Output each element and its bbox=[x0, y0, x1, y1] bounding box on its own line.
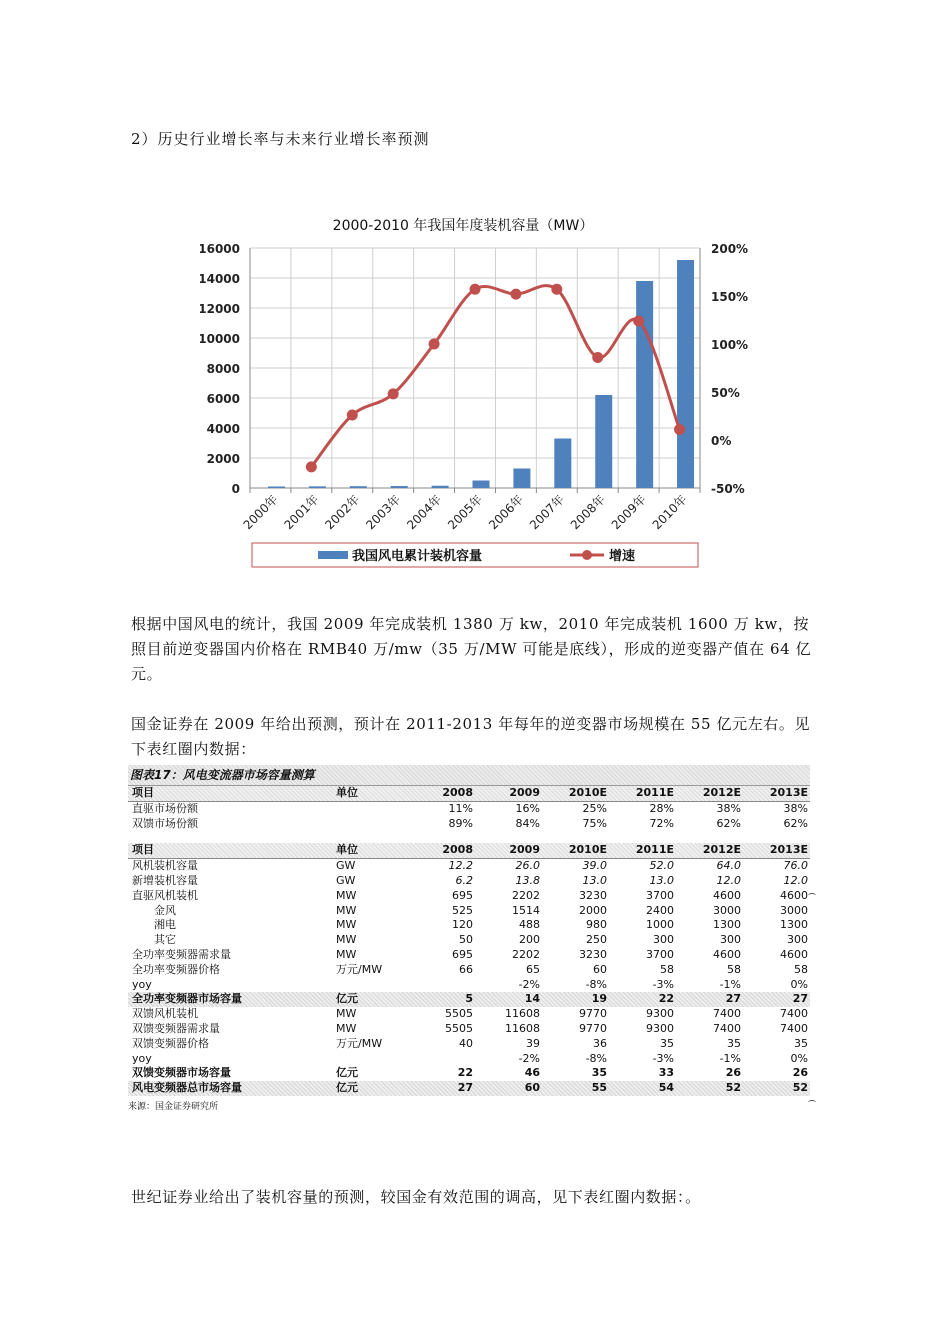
left-tick-label: 2000 bbox=[206, 452, 240, 466]
legend-line-marker bbox=[582, 550, 592, 560]
table-cell: 4600 bbox=[780, 888, 808, 902]
table-row bbox=[128, 933, 810, 948]
table-cell: 64.0 bbox=[716, 859, 741, 873]
left-tick-label: 14000 bbox=[200, 272, 240, 286]
bar bbox=[350, 486, 367, 488]
table-cell: 项目 bbox=[132, 843, 154, 857]
table-cell: 2011E bbox=[635, 786, 674, 799]
left-tick-label: 12000 bbox=[200, 302, 240, 316]
table-cell: 695 bbox=[452, 888, 473, 902]
table-cell: -3% bbox=[652, 1051, 674, 1065]
table-cell: -8% bbox=[585, 1051, 607, 1065]
paragraph-capacity: 根据中国风电的统计，我国 2009 年完成装机 1380 万 kw，2010 年完成装机 1600 万 kw，按照目前逆变器国内价格在 RMB40 万/mw（35 万/MW 可能是底线），形成的逆变器产值在 64 亿元。 bbox=[131, 615, 812, 683]
table-cell: 亿元 bbox=[336, 1081, 358, 1095]
right-tick-label: 150% bbox=[711, 290, 749, 304]
table-cell: 60 bbox=[593, 962, 607, 976]
bar bbox=[309, 486, 326, 488]
bar bbox=[513, 469, 530, 489]
table-cell: 3700 bbox=[646, 888, 674, 902]
table-cell: 3000 bbox=[780, 903, 808, 917]
table-cell: 11% bbox=[448, 801, 473, 815]
table-cell: 5505 bbox=[445, 1021, 473, 1035]
legend-bar-swatch bbox=[318, 551, 348, 559]
red-circle-mark bbox=[808, 1100, 816, 1105]
table-cell: 39 bbox=[526, 1036, 540, 1050]
category-label: 2006年 bbox=[486, 492, 527, 533]
table-cell: 120 bbox=[452, 918, 473, 932]
table-cell: 2202 bbox=[512, 888, 540, 902]
table-row bbox=[128, 1037, 810, 1052]
table-cell: -3% bbox=[652, 977, 674, 991]
table-cell: 0% bbox=[790, 977, 808, 991]
table-cell: 6.2 bbox=[455, 873, 473, 887]
table-source: 来源：国金证券研究所 bbox=[128, 1101, 219, 1112]
table-cell: 62% bbox=[783, 816, 808, 830]
bar bbox=[595, 395, 612, 488]
table-cell: 1300 bbox=[713, 918, 741, 932]
table-cell: 55 bbox=[591, 1081, 607, 1095]
table-cell: 25% bbox=[582, 801, 607, 815]
table-cell: 26 bbox=[792, 1066, 808, 1080]
table-cell: 2009 bbox=[509, 786, 540, 799]
table-cell: 300 bbox=[787, 933, 808, 947]
table-cell: 9300 bbox=[646, 1021, 674, 1035]
table-cell: 新增装机容量 bbox=[132, 873, 198, 887]
table-cell: 300 bbox=[653, 933, 674, 947]
table-row bbox=[128, 918, 810, 933]
table-cell: 万元/MW bbox=[336, 1036, 383, 1050]
bar bbox=[432, 486, 449, 488]
table-cell: 27 bbox=[725, 992, 741, 1006]
table-cell: 13.0 bbox=[649, 873, 674, 887]
table-row bbox=[128, 1081, 810, 1096]
right-tick-label: 0% bbox=[711, 434, 732, 448]
table-cell: 12.2 bbox=[448, 859, 473, 873]
table-row bbox=[128, 817, 810, 832]
table-cell: 28% bbox=[649, 801, 674, 815]
table-cell: 万元/MW bbox=[336, 962, 383, 976]
table-cell: 湘电 bbox=[132, 918, 176, 932]
category-label: 2008年 bbox=[567, 492, 608, 533]
red-circle-mark bbox=[808, 893, 816, 898]
table-cell: 2202 bbox=[512, 947, 540, 961]
table-cell: 40 bbox=[459, 1036, 473, 1050]
category-label: 2001年 bbox=[281, 492, 322, 533]
table-cell: 直驱风机装机 bbox=[132, 888, 198, 902]
table-cell: 3230 bbox=[579, 947, 607, 961]
table-cell: 84% bbox=[515, 816, 540, 830]
table-cell: 2008 bbox=[442, 786, 473, 799]
table-cell: 双馈变频器价格 bbox=[132, 1036, 209, 1050]
table-cell: -2% bbox=[518, 977, 540, 991]
table-cell: 50 bbox=[459, 933, 473, 947]
table-cell: 33 bbox=[658, 1066, 674, 1080]
table-cell: 亿元 bbox=[336, 992, 358, 1006]
table-cell: 2008 bbox=[442, 843, 473, 857]
table-row bbox=[128, 874, 810, 889]
table-cell: 525 bbox=[452, 903, 473, 917]
bar bbox=[391, 486, 408, 488]
right-tick-label: 100% bbox=[711, 338, 749, 352]
table-cell: 金风 bbox=[132, 903, 176, 917]
table-cell: GW bbox=[336, 873, 356, 887]
table-cell: GW bbox=[336, 859, 356, 873]
growth-point bbox=[388, 388, 399, 399]
table-cell: 695 bbox=[452, 947, 473, 961]
left-tick-label: 10000 bbox=[200, 332, 240, 346]
table-cell: 风机装机容量 bbox=[132, 859, 198, 873]
table-cell: 54 bbox=[658, 1081, 674, 1095]
table-cell: MW bbox=[336, 903, 357, 917]
table-cell: 2400 bbox=[646, 903, 674, 917]
table-cell: 2010E bbox=[568, 843, 607, 857]
table-cell: 2012E bbox=[702, 786, 741, 799]
table-cell: 3000 bbox=[713, 903, 741, 917]
table-row bbox=[128, 859, 810, 874]
table-cell: 14 bbox=[524, 992, 540, 1006]
table-row bbox=[128, 889, 810, 904]
table-cell: 46 bbox=[524, 1066, 540, 1080]
table-cell: 76.0 bbox=[783, 859, 808, 873]
table-cell bbox=[336, 1052, 406, 1067]
table-cell: 22 bbox=[658, 992, 674, 1006]
table-cell: 52 bbox=[792, 1081, 808, 1095]
table-cell: -1% bbox=[719, 1051, 741, 1065]
table-cell bbox=[406, 978, 473, 993]
category-label: 2003年 bbox=[363, 492, 404, 533]
table-cell: 单位 bbox=[336, 786, 358, 799]
table-cell: MW bbox=[336, 888, 357, 902]
table-row bbox=[128, 1066, 810, 1081]
table-cell: 12.0 bbox=[716, 873, 741, 887]
table-cell: 4600 bbox=[713, 888, 741, 902]
table-cell: 4600 bbox=[780, 947, 808, 961]
table-cell: 2011E bbox=[635, 843, 674, 857]
table-cell bbox=[336, 802, 406, 817]
category-label: 2000年 bbox=[240, 492, 281, 533]
table-cell: 35 bbox=[591, 1066, 607, 1080]
growth-point bbox=[592, 352, 603, 363]
table-cell: 13.8 bbox=[515, 873, 540, 887]
table-cell: 52 bbox=[725, 1081, 741, 1095]
table-cell: 58 bbox=[660, 962, 674, 976]
table-cell: MW bbox=[336, 1021, 357, 1035]
table-cell: 26 bbox=[725, 1066, 741, 1080]
table-cell: MW bbox=[336, 1007, 357, 1021]
left-tick-label: 6000 bbox=[206, 392, 240, 406]
table-cell: 250 bbox=[586, 933, 607, 947]
growth-point bbox=[347, 410, 358, 421]
table-cell: 27 bbox=[792, 992, 808, 1006]
table-cell: 1514 bbox=[512, 903, 540, 917]
table-cell: 双馈变频器市场容量 bbox=[132, 1066, 231, 1080]
table-cell: 38% bbox=[716, 801, 741, 815]
table-header-row bbox=[128, 843, 810, 859]
table-cell: -8% bbox=[585, 977, 607, 991]
table-cell: 2013E bbox=[769, 786, 808, 799]
table-cell: 1000 bbox=[646, 918, 674, 932]
table-cell: 单位 bbox=[336, 843, 358, 857]
table-cell: 38% bbox=[783, 801, 808, 815]
growth-point bbox=[510, 289, 521, 300]
table-cell: 11608 bbox=[505, 1007, 540, 1021]
table-cell: MW bbox=[336, 947, 357, 961]
table-row bbox=[128, 978, 810, 993]
table-cell: 72% bbox=[649, 816, 674, 830]
table-row bbox=[128, 1007, 810, 1022]
converter-market-table bbox=[128, 765, 810, 1112]
table-cell: 66 bbox=[459, 962, 473, 976]
right-tick-label: 200% bbox=[711, 242, 749, 256]
table-cell: 35 bbox=[660, 1036, 674, 1050]
bar bbox=[677, 260, 694, 488]
table-cell: 7400 bbox=[713, 1021, 741, 1035]
table-cell: 5505 bbox=[445, 1007, 473, 1021]
right-tick-label: 50% bbox=[711, 386, 740, 400]
table-cell: 200 bbox=[519, 933, 540, 947]
table-cell: 488 bbox=[519, 918, 540, 932]
table-cell: 89% bbox=[448, 816, 473, 830]
growth-point bbox=[306, 461, 317, 472]
table-row bbox=[128, 948, 810, 963]
table-cell: 2012E bbox=[702, 843, 741, 857]
right-tick-label: -50% bbox=[711, 482, 745, 496]
paragraph-forecast: 国金证券在 2009 年给出预测，预计在 2011-2013 年每年的逆变器市场规模在 55 亿元左右。见下表红圈内数据： bbox=[131, 715, 811, 758]
chart-svg bbox=[200, 210, 760, 580]
left-tick-label: 0 bbox=[231, 482, 240, 496]
table-cell: 全功率变频器需求量 bbox=[132, 947, 231, 961]
table-cell: 3230 bbox=[579, 888, 607, 902]
growth-point bbox=[551, 284, 562, 295]
table-cell: 16% bbox=[515, 801, 540, 815]
table-cell: yoy bbox=[132, 1051, 152, 1065]
table-spacer bbox=[128, 831, 810, 843]
table-cell: 65 bbox=[526, 962, 540, 976]
table-cell: 75% bbox=[582, 816, 607, 830]
table-cell: 9770 bbox=[579, 1007, 607, 1021]
table-cell: yoy bbox=[132, 977, 152, 991]
category-label: 2005年 bbox=[445, 492, 486, 533]
table-cell: 0% bbox=[790, 1051, 808, 1065]
table-cell bbox=[336, 978, 406, 993]
table-cell: 1300 bbox=[780, 918, 808, 932]
table-cell: 9300 bbox=[646, 1007, 674, 1021]
table-cell: 2009 bbox=[509, 843, 540, 857]
table-cell: MW bbox=[336, 918, 357, 932]
table-cell: 35 bbox=[727, 1036, 741, 1050]
growth-point bbox=[633, 315, 644, 326]
legend-line-label: 增速 bbox=[609, 549, 636, 564]
category-label: 2002年 bbox=[322, 492, 363, 533]
table-cell: 22 bbox=[457, 1066, 473, 1080]
paragraph-century: 世纪证券业给出了装机容量的预测，较国金有效范围的调高，见下表红圈内数据：。 bbox=[131, 1188, 701, 1206]
table-cell: 35 bbox=[794, 1036, 808, 1050]
table-row bbox=[128, 1022, 810, 1037]
bar bbox=[636, 281, 653, 488]
table-cell: 全功率变频器市场容量 bbox=[132, 992, 242, 1006]
table-cell: 39.0 bbox=[582, 859, 607, 873]
table-cell: 7400 bbox=[780, 1007, 808, 1021]
left-tick-label: 16000 bbox=[200, 242, 240, 256]
table-cell: 7400 bbox=[780, 1021, 808, 1035]
table-cell: 27 bbox=[457, 1081, 473, 1095]
category-label: 2004年 bbox=[404, 492, 445, 533]
table-cell: -2% bbox=[518, 1051, 540, 1065]
table-cell: 2000 bbox=[579, 903, 607, 917]
table-cell: 58 bbox=[727, 962, 741, 976]
table-cell: 60 bbox=[524, 1081, 540, 1095]
growth-point bbox=[429, 339, 440, 350]
table-cell: 13.0 bbox=[582, 873, 607, 887]
category-label: 2009年 bbox=[608, 492, 649, 533]
table-cell: 58 bbox=[794, 962, 808, 976]
table-cell: 36 bbox=[593, 1036, 607, 1050]
table-cell: 11608 bbox=[505, 1021, 540, 1035]
table-row bbox=[128, 802, 810, 817]
table-cell: 其它 bbox=[132, 933, 176, 947]
table-cell: 9770 bbox=[579, 1021, 607, 1035]
table-cell: 52.0 bbox=[649, 859, 674, 873]
table-row bbox=[128, 992, 810, 1007]
table-cell bbox=[406, 1052, 473, 1067]
legend-bar-label: 我国风电累计装机容量 bbox=[352, 549, 483, 564]
table-cell bbox=[336, 817, 406, 832]
table-cell: 26.0 bbox=[515, 859, 540, 873]
table-cell: 全功率变频器价格 bbox=[132, 962, 220, 976]
growth-point bbox=[674, 424, 685, 435]
table-cell: 19 bbox=[591, 992, 607, 1006]
bar bbox=[554, 439, 571, 489]
left-tick-label: 4000 bbox=[206, 422, 240, 436]
table-cell: 62% bbox=[716, 816, 741, 830]
table-row bbox=[128, 904, 810, 919]
table-cell: 双馈市场份额 bbox=[132, 816, 198, 830]
section-heading: 2）历史行业增长率与未来行业增长率预测 bbox=[131, 130, 430, 148]
table-row bbox=[128, 1052, 810, 1067]
table-cell: 亿元 bbox=[336, 1066, 358, 1080]
table-cell: 双馈风机装机 bbox=[132, 1007, 198, 1021]
table-cell: 直驱市场份额 bbox=[132, 801, 198, 815]
bar bbox=[473, 481, 490, 489]
table-header-row bbox=[128, 786, 810, 802]
table-cell: 风电变频器总市场容量 bbox=[132, 1081, 242, 1095]
install-capacity-chart bbox=[200, 210, 760, 580]
table-cell: 双馈变频器需求量 bbox=[132, 1021, 220, 1035]
table-cell: -1% bbox=[719, 977, 741, 991]
category-label: 2007年 bbox=[526, 492, 567, 533]
table-cell: 300 bbox=[720, 933, 741, 947]
left-tick-label: 8000 bbox=[206, 362, 240, 376]
table-cell: 2010E bbox=[568, 786, 607, 799]
category-label: 2010年 bbox=[649, 492, 690, 533]
table-cell: 3700 bbox=[646, 947, 674, 961]
table-cell: 2013E bbox=[769, 843, 808, 857]
table-row bbox=[128, 963, 810, 978]
table-cell: 12.0 bbox=[783, 873, 808, 887]
chart-title: 2000-2010 年我国年度装机容量（MW） bbox=[332, 218, 594, 234]
growth-point bbox=[470, 284, 481, 295]
table-cell: 980 bbox=[586, 918, 607, 932]
bar bbox=[268, 487, 285, 489]
table-title: 图表17：风电变流器市场容量测算 bbox=[128, 765, 810, 786]
table-cell: 7400 bbox=[713, 1007, 741, 1021]
table-cell: MW bbox=[336, 933, 357, 947]
table-cell: 项目 bbox=[132, 786, 154, 799]
table-cell: 5 bbox=[465, 992, 473, 1006]
table-cell: 4600 bbox=[713, 947, 741, 961]
